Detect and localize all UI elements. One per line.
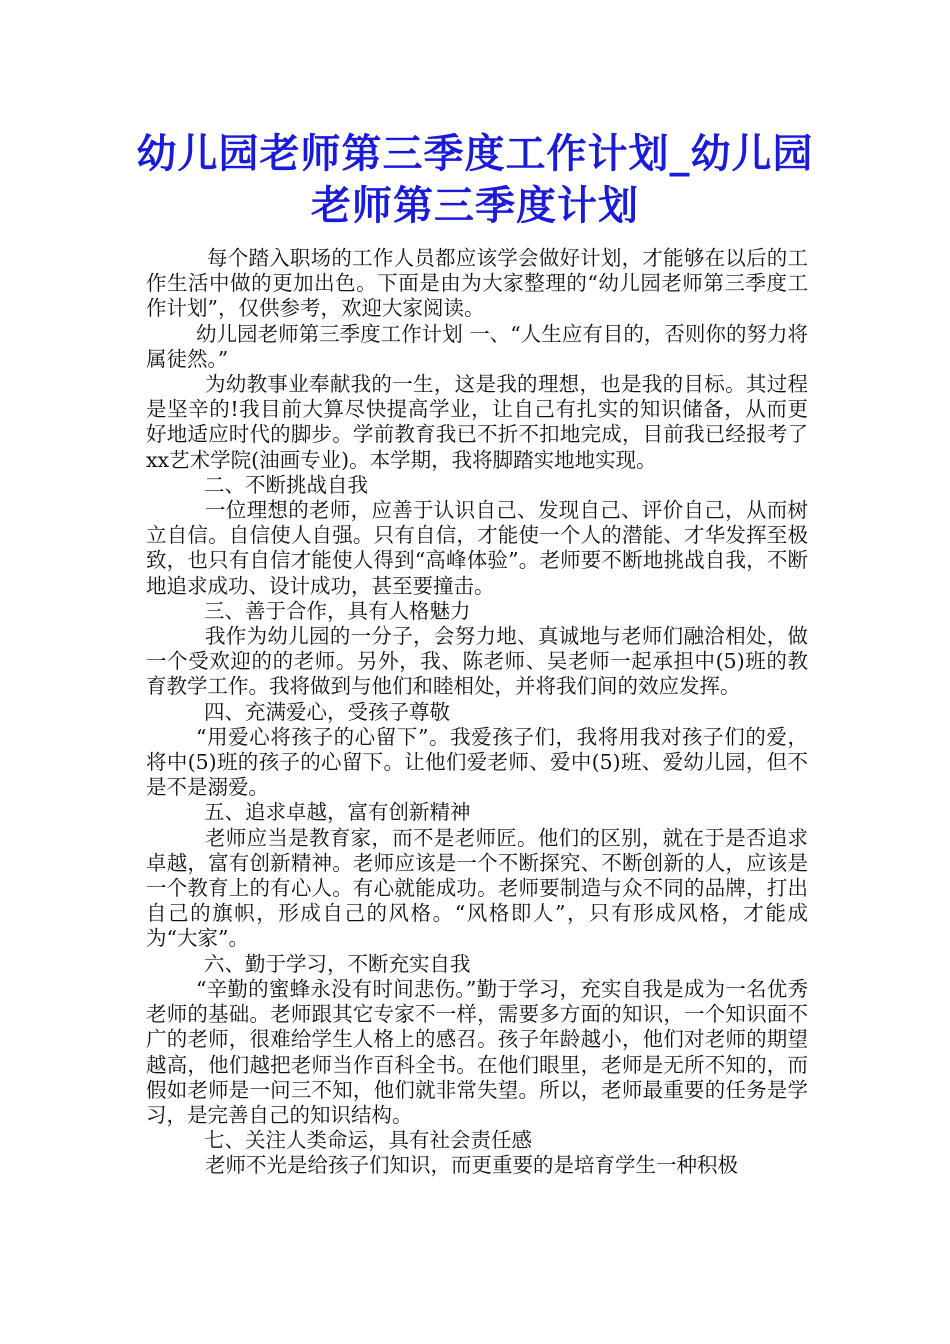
section-4-paragraph: “用爱心将孩子的心留下”。我爱孩子们，我将用我对孩子们的爱，将中(5)班的孩子的心留下。让他们爱老师、爱中(5)班、爱幼儿园，但不是不是溺爱。 bbox=[146, 724, 808, 800]
section-7-heading: 七、关注人类命运，具有社会责任感 bbox=[204, 1128, 532, 1153]
document-title: 幼儿园老师第三季度工作计划_幼儿园老师第三季度计划 bbox=[136, 131, 814, 229]
section-1-paragraph: 为幼教事业奉献我的一生，这是我的理想，也是我的目标。其过程是坚辛的!我目前大算尽快提高学业，让自己有扎实的知识储备，从而更好地适应时代的脚步。学前教育我已不折不扣地完成，目前我已经报考了xx艺术学院(油画专业)。本学期，我将脚踏实地地实现。 bbox=[146, 372, 808, 472]
section-3-paragraph: 我作为幼儿园的一分子，会努力地、真诚地与老师们融洽相处，做一个受欢迎的的老师。另外，我、陈老师、吴老师一起承担中(5)班的教育教学工作。我将做到与他们和睦相处，并将我们间的效应发挥。 bbox=[146, 624, 808, 699]
section-5-heading: 五、追求卓越，富有创新精神 bbox=[204, 800, 471, 825]
section-6-paragraph: “辛勤的蜜蜂永没有时间悲伤。”勤于学习，充实自我是成为一名优秀老师的基础。老师跟其它专家不一样，需要多方面的知识，一个知识面不广的老师，很难给学生人格上的感召。孩子年龄越小，他们对老师的期望越高，他们越把老师当作百科全书。在他们眼里，老师是无所不知的，而假如老师是一问三不知，他们就非常失望。所以，老师最重要的任务是学习，是完善自己的知识结构。 bbox=[146, 976, 808, 1127]
intro-paragraph: 每个踏入职场的工作人员都应该学会做好计划，才能够在以后的工作生活中做的更加出色。下面是由为大家整理的“幼儿园老师第三季度工作计划”，仅供参考，欢迎大家阅读。 bbox=[146, 246, 808, 321]
document-body bbox=[146, 246, 808, 1179]
section-5-paragraph: 老师应当是教育家，而不是老师匠。他们的区别，就在于是否追求卓越，富有创新精神。老师应该是一个不断探究、不断创新的人，应该是一个教育上的有心人。有心就能成功。老师要制造与众不同的品牌，打出自己的旗帜，形成自己的风格。“风格即人”，只有形成风格，才能成为“大家”。 bbox=[146, 825, 808, 951]
section-3-heading: 三、善于合作，具有人格魅力 bbox=[204, 598, 471, 623]
section-7-paragraph: 老师不光是给孩子们知识，而更重要的是培育学生一种积极 bbox=[205, 1153, 738, 1178]
section-2-paragraph: 一位理想的老师，应善于认识自己、发现自己、评价自己，从而树立自信。自信使人自强。只有自信，才能使一个人的潜能、才华发挥至极致，也只有自信才能使人得到“高峰体验”。老师要不断地挑战自我，不断地追求成功、设计成功，甚至要撞击。 bbox=[146, 498, 808, 598]
section-4-heading: 四、充满爱心，受孩子尊敬 bbox=[204, 699, 450, 724]
section-2-heading: 二、不断挑战自我 bbox=[204, 472, 368, 497]
section-6-heading: 六、勤于学习，不断充实自我 bbox=[204, 951, 471, 976]
section-1-heading: 幼儿园老师第三季度工作计划 一、“人生应有目的，否则你的努力将属徒然。” bbox=[146, 321, 808, 371]
